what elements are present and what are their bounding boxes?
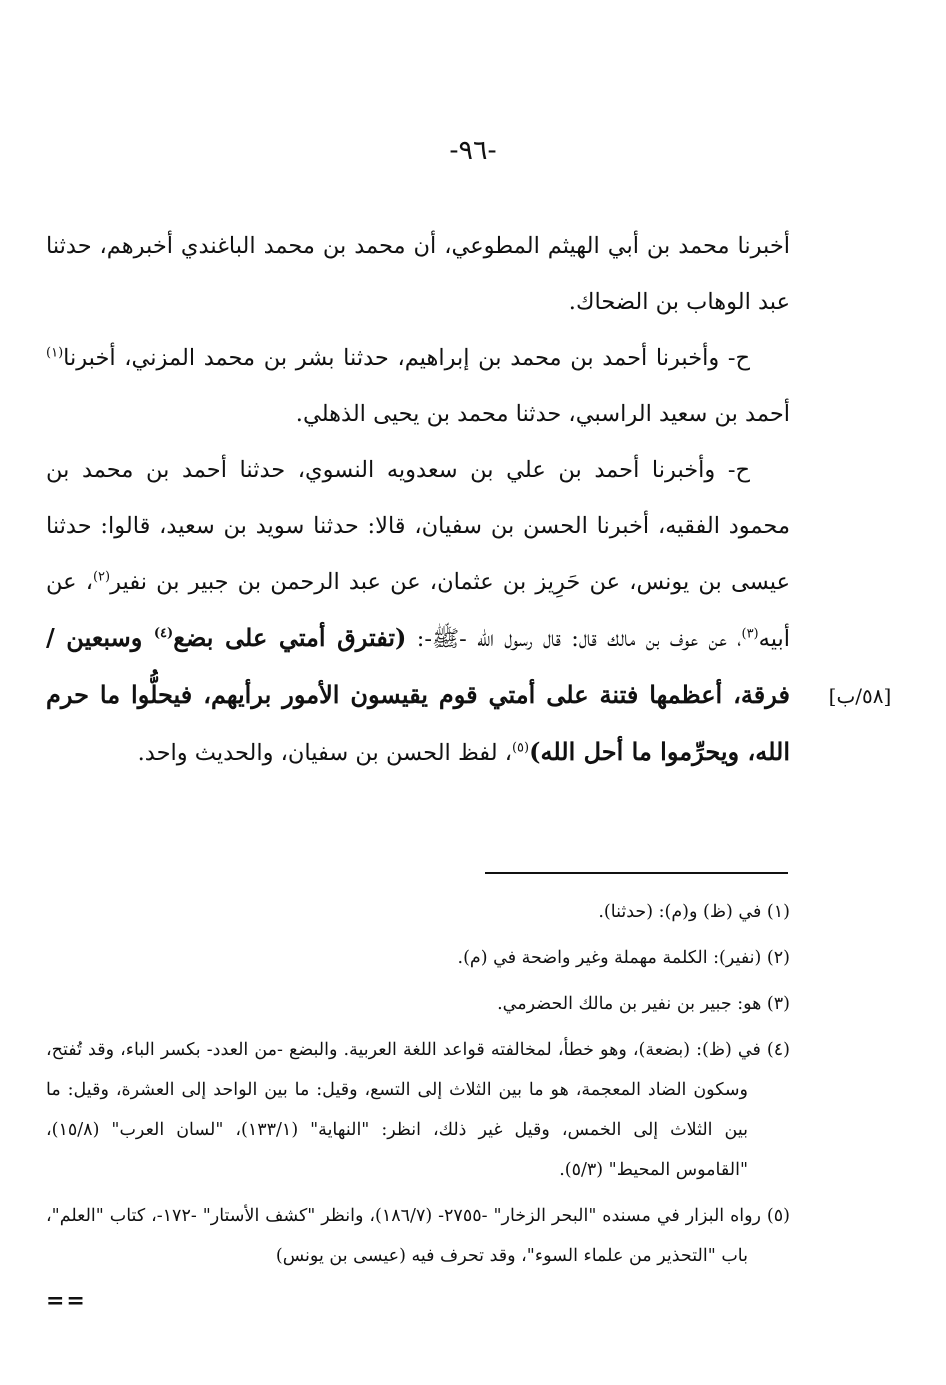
- paragraph-3-text-c: ، عن عوف بن مالك قال: قال رسول الله -ﷺ-:: [406, 626, 742, 652]
- continuation-mark: ==: [46, 1288, 87, 1314]
- hadith-text-a: (تفترق أمتي على بضع: [173, 623, 407, 652]
- footnote-1: (١) في (ظ) و(م): (حدثنا).: [598, 902, 790, 922]
- footnote-ref-4: (٤): [153, 626, 174, 641]
- paragraph-2-text-b: أحمد بن سعيد الراسبي، حدثنا محمد بن يحيى الذهلي.: [295, 401, 790, 427]
- paragraph-3-text-b: ، عن أبيه: [46, 569, 790, 652]
- footnote-2: (٢) (نفير): الكلمة مهملة وغير واضحة في (م).: [457, 948, 790, 968]
- footnote-4: (٤) في (ظ): (بضعة)، وهو خطأ، لمخالفته قواعد اللغة العربية. والبضع -من العدد- بكسر الباء، وقد تُفتح، وسكون الضاد المعجمة، هو ما بين الثلاث إلى التسع، وقيل: ما بين الواحد إلى العشرة، وقيل: ما بين الثلاث إلى الخمس، وقيل غير ذلك، انظر: "النهاية" (١٣٣/١)، "لسان العرب" (١٥/٨)، "القاموس المحيط" (٥/٣).: [46, 1040, 790, 1180]
- paragraph-1: أخبرنا محمد بن أبي الهيثم المطوعي، أن محمد بن محمد الباغندي أخبرهم، حدثنا عبد الوهاب بن الضحاك.: [46, 233, 790, 315]
- footnote-ref-1: (١): [46, 345, 64, 361]
- paragraph-3-text-a: ح- وأخبرنا أحمد بن علي بن سعدويه النسوي، حدثنا أحمد بن محمد بن محمود الفقيه، أخبرنا الحسن بن سفيان، قالا: حدثنا سويد بن سعيد، قالوا: حدثنا عيسى بن يونس، عن حَرِيز بن عثمان، عن عبد الرحمن بن جبير بن نفير: [46, 457, 791, 595]
- footnotes: [46, 892, 790, 1282]
- margin-note: [٥٨/ب]: [828, 684, 892, 708]
- hadith-text-b: وسبعين / فرقة، أعظمها فتنة على أمتي قوم يقيسون الأمور برأيهم، فيحلُّوا ما حرم الله، ويحرِّموا ما أحل الله): [46, 623, 790, 766]
- footnote-divider: [485, 872, 788, 874]
- paragraph-3-text-d: ، لفظ الحسن بن سفيان، والحديث واحد.: [137, 740, 512, 766]
- paragraph-2: [46, 330, 790, 442]
- footnote-ref-3: (٣): [741, 626, 759, 642]
- footnote-ref-2: (٢): [92, 569, 111, 585]
- footnote-3: (٣) هو: جبير بن نفير بن مالك الحضرمي.: [497, 994, 790, 1014]
- page-number: -٩٦-: [449, 135, 497, 166]
- footnote-5: (٥) رواه البزار في مسنده "البحر الزخار" -٢٧٥٥- (١٨٦/٧)، وانظر "كشف الأستار" -١٧٢-، كتاب "العلم"، باب "التحذير من علماء السوء"، وقد تحرف فيه (عيسى بن يونس): [46, 1206, 790, 1266]
- body-text: [46, 218, 790, 781]
- footnote-ref-5: (٥): [511, 740, 530, 756]
- paragraph-2-text-a: ح- وأخبرنا أحمد بن محمد بن إبراهيم، حدثنا بشر بن محمد المزني، أخبرنا: [63, 345, 750, 371]
- paragraph-3: [46, 442, 790, 781]
